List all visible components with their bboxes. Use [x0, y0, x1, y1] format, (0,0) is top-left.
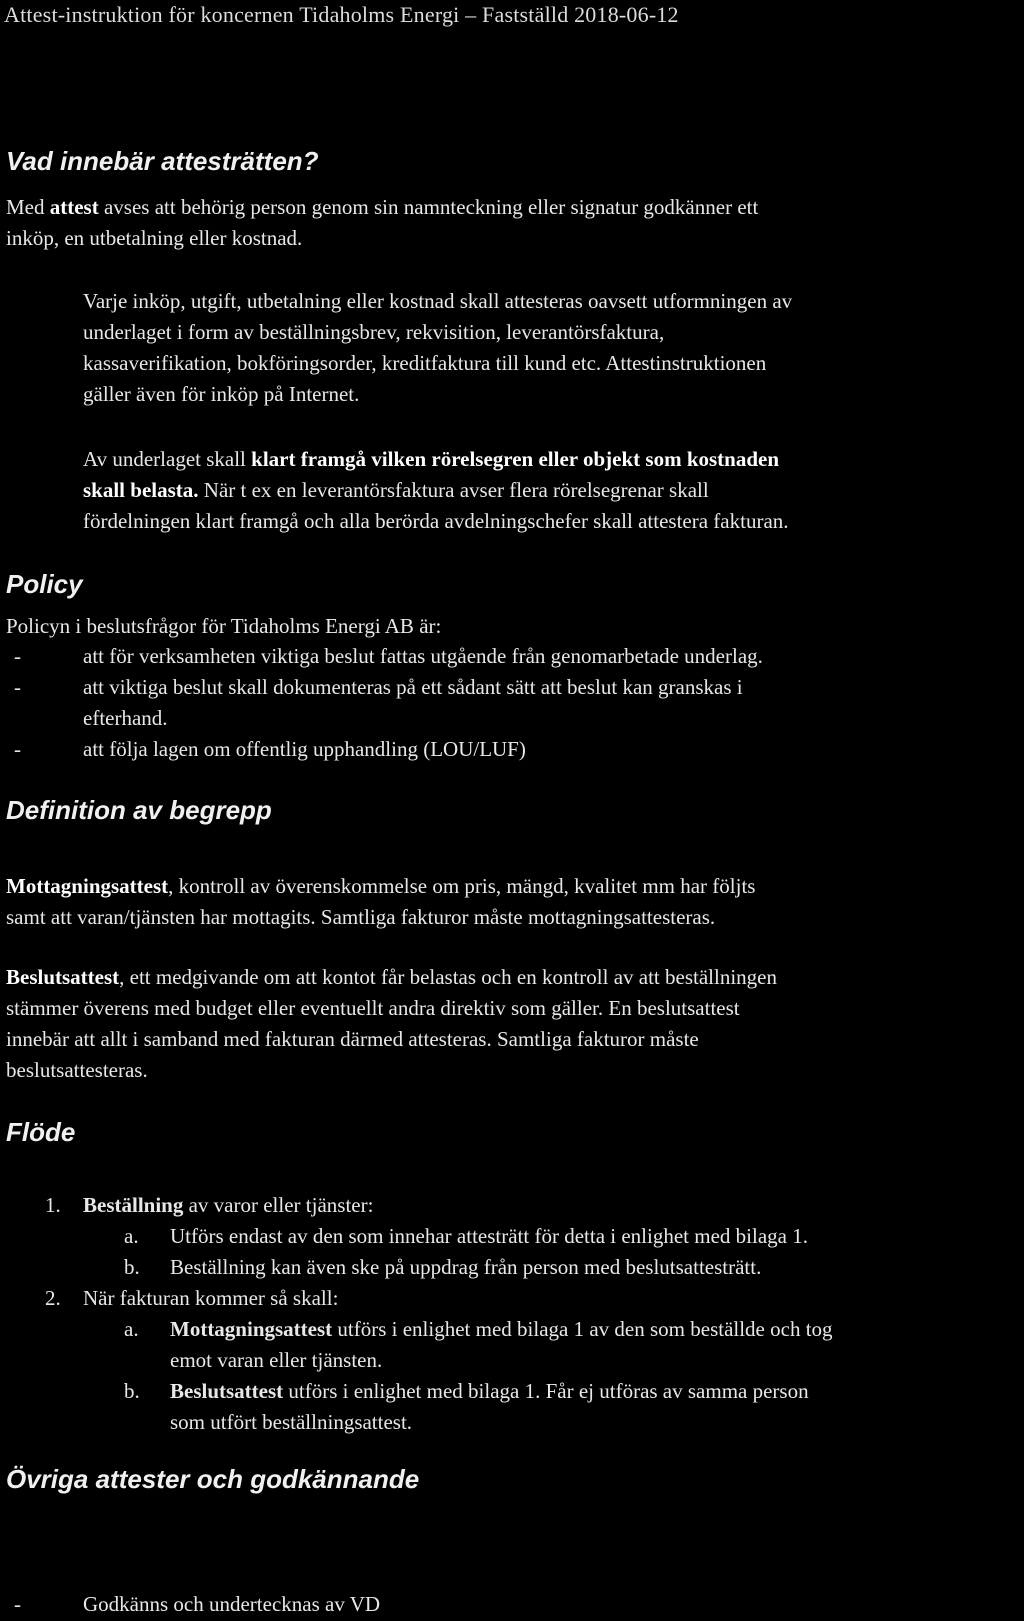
item-letter: a. — [124, 1317, 139, 1341]
flode-item-1b — [124, 1252, 761, 1283]
para2-post: När t ex en leverantörsfaktura avser flera rörelsegrenar skall — [198, 478, 709, 502]
para2-line3: fördelningen klart framgå och alla berörda avdelningschefer skall attestera fakturan. — [83, 509, 789, 533]
para1-line: Varje inköp, utgift, utbetalning eller kostnad skall attesteras oavsett utformningen av — [83, 289, 793, 313]
item1a-text: Utförs endast av den som innehar attesträtt för detta i enlighet med bilaga 1. — [170, 1224, 808, 1248]
policy-intro: Policyn i beslutsfrågor för Tidaholms Energi AB är: — [6, 614, 442, 638]
item2b-bold: Beslutsattest — [170, 1379, 284, 1403]
para2-pre: Av underlaget skall — [83, 447, 252, 471]
attest-intro — [6, 192, 758, 254]
flode-item-1a — [124, 1221, 808, 1252]
item-letter: b. — [124, 1255, 140, 1279]
besl-line4: beslutsattesteras. — [6, 1058, 148, 1082]
attest-para1 — [83, 286, 792, 410]
para1-line: kassaverifikation, bokföringsorder, kreditfaktura till kund etc. Attestinstruktionen — [83, 351, 767, 375]
heading-attest: Vad innebär attesträtten? — [6, 146, 319, 176]
heading-definition: Definition av begrepp — [6, 795, 272, 825]
para1-line: underlaget i form av beställningsbrev, rekvisition, leverantörsfaktura, — [83, 320, 665, 344]
item2a-line2: emot varan eller tjänsten. — [170, 1348, 383, 1372]
besl-line1: , ett medgivande om att kontot får belastas och en kontroll av att beställningen — [119, 965, 777, 989]
item-letter: a. — [124, 1224, 139, 1248]
item2b-line2: som utfört beställningsattest. — [170, 1410, 413, 1434]
intro-post2: inköp, en utbetalning eller kostnad. — [6, 226, 303, 250]
policy-bullet-dash: - — [14, 737, 21, 761]
besl-line3: innebär att allt i samband med fakturan därmed attesteras. Samtliga fakturor måste — [6, 1027, 699, 1051]
ovriga-item: Godkänns och undertecknas av VD — [83, 1592, 381, 1616]
item-number: 2. — [45, 1286, 61, 1310]
item1-text: av varor eller tjänster: — [183, 1193, 374, 1217]
def-mottagningsattest — [6, 871, 755, 933]
item1-bold: Beställning — [83, 1193, 184, 1217]
item2b-text: utförs i enlighet med bilaga 1. Får ej utföras av samma person — [283, 1379, 809, 1403]
mott-term: Mottagningsattest — [6, 874, 169, 898]
intro-bold: attest — [49, 195, 99, 219]
policy-bullet-2 — [83, 672, 743, 734]
item2-text: När fakturan kommer så skall: — [83, 1286, 339, 1310]
mott-line2: samt att varan/tjänsten har mottagits. Samtliga fakturor måste mottagningsattesteras. — [6, 905, 716, 929]
item2a-bold: Mottagningsattest — [170, 1317, 333, 1341]
intro-post1: avses att behörig person genom sin namnteckning eller signatur godkänner ett — [98, 195, 759, 219]
para2-bold1: klart framgå vilken rörelsegren eller objekt som kostnaden — [251, 447, 780, 471]
document-header: Attest-instruktion för koncernen Tidaholms Energi – Fastställd 2018-06-12 — [4, 2, 679, 27]
flode-item-1 — [45, 1190, 373, 1221]
besl-line2: stämmer överens med budget eller eventuellt andra direktiv som gäller. En beslutsattest — [6, 996, 740, 1020]
intro-pre: Med — [6, 195, 50, 219]
bullet2-line2: efterhand. — [83, 706, 168, 730]
attest-para2 — [83, 444, 789, 537]
para2-bold2: skall belasta. — [83, 478, 199, 502]
policy-bullet-3: att följa lagen om offentlig upphandling (LOU/LUF) — [83, 737, 526, 761]
flode-item-2 — [45, 1283, 338, 1314]
def-beslutsattest — [6, 962, 777, 1086]
ovriga-dash: - — [14, 1592, 21, 1616]
item2a-text: utförs i enlighet med bilaga 1 av den som beställde och tog — [332, 1317, 833, 1341]
mott-line1: , kontroll av överenskommelse om pris, mängd, kvalitet mm har följts — [168, 874, 756, 898]
bullet2-line1: att viktiga beslut skall dokumenteras på ett sådant sätt att beslut kan granskas i — [83, 675, 743, 699]
heading-flode: Flöde — [6, 1117, 76, 1147]
flode-item-2b — [124, 1376, 809, 1438]
item1b-text: Beställning kan även ske på uppdrag från person med beslutsattesträtt. — [170, 1255, 762, 1279]
policy-bullet-dash: - — [14, 644, 21, 668]
item-number: 1. — [45, 1193, 61, 1217]
item-letter: b. — [124, 1379, 140, 1403]
policy-bullet-dash: - — [14, 675, 21, 699]
heading-policy: Policy — [6, 569, 83, 599]
flode-item-2a — [124, 1314, 833, 1376]
policy-bullet-1: att för verksamheten viktiga beslut fattas utgående från genomarbetade underlag. — [83, 644, 763, 668]
besl-term: Beslutsattest — [6, 965, 120, 989]
heading-ovriga: Övriga attester och godkännande — [6, 1464, 420, 1494]
para1-line: gäller även för inköp på Internet. — [83, 382, 360, 406]
